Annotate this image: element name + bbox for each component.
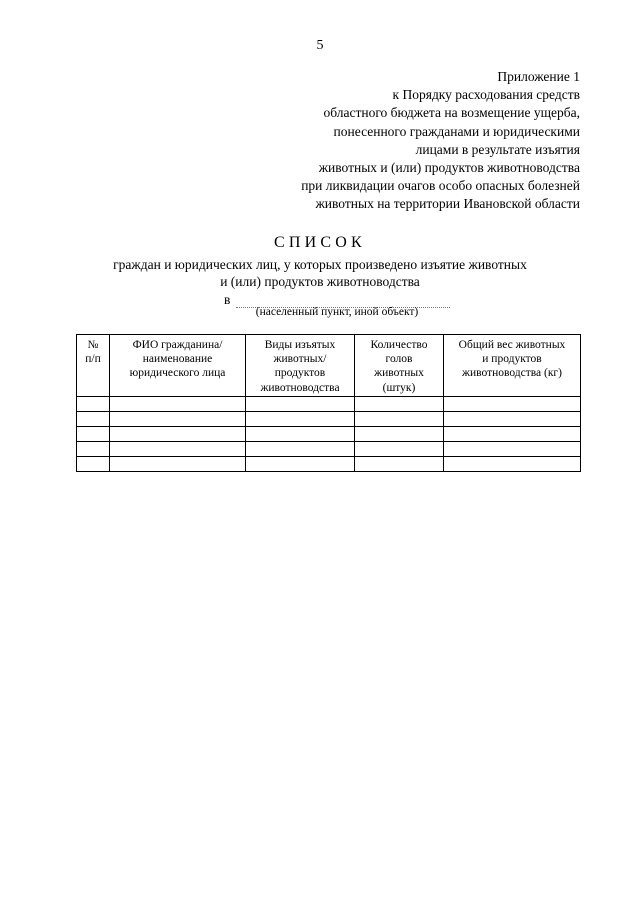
records-table [76, 334, 581, 472]
table-cell [444, 397, 581, 412]
table-cell [355, 397, 444, 412]
column-header-count: Количество голов животных (штук) [355, 335, 444, 397]
table-cell [110, 442, 246, 457]
table-row [77, 412, 581, 427]
appendix-line: лицами в результате изъятия [415, 141, 580, 157]
list-subtitle-line: и (или) продуктов животноводства [220, 274, 420, 289]
table-cell [355, 427, 444, 442]
column-header-number: № п/п [77, 335, 110, 397]
list-subtitle-line: граждан и юридических лиц, у которых произведено изъятие животных [113, 257, 527, 272]
appendix-line: к Порядку расходования средств [392, 87, 580, 103]
table-cell [77, 412, 110, 427]
appendix-block [220, 68, 580, 214]
table-cell [355, 442, 444, 457]
table-cell [110, 397, 246, 412]
appendix-line: животных и (или) продуктов животноводства [318, 160, 580, 176]
table-row [77, 427, 581, 442]
column-header-weight: Общий вес животных и продуктов животноводства (кг) [444, 335, 581, 397]
appendix-line: животных на территории Ивановской области [315, 196, 580, 212]
table-row [77, 397, 581, 412]
table-cell [355, 457, 444, 472]
table-cell [77, 427, 110, 442]
column-header-types: Виды изъятых животных/ продуктов животноводства [246, 335, 355, 397]
table-header-row [77, 335, 581, 397]
column-header-name: ФИО гражданина/ наименование юридического лица [110, 335, 246, 397]
table-cell [246, 412, 355, 427]
table-row [77, 457, 581, 472]
table-cell [444, 412, 581, 427]
table-cell [77, 397, 110, 412]
table-cell [110, 457, 246, 472]
table-cell [110, 427, 246, 442]
table-cell [246, 427, 355, 442]
table-cell [246, 442, 355, 457]
table-cell [246, 457, 355, 472]
appendix-line: при ликвидации очагов особо опасных болезней [301, 178, 580, 194]
appendix-line: понесенного гражданами и юридическими [333, 123, 580, 139]
table-cell [355, 412, 444, 427]
place-hint: (населенный пункт, иной объект) [255, 306, 419, 318]
list-subtitle [0, 256, 640, 290]
table-cell [77, 442, 110, 457]
appendix-line: Приложение 1 [497, 69, 580, 84]
table-cell [444, 442, 581, 457]
table-row [77, 442, 581, 457]
table-cell [444, 457, 581, 472]
list-title: СПИСОК [274, 234, 366, 251]
table-cell [246, 397, 355, 412]
table-cell [77, 457, 110, 472]
table-cell [110, 412, 246, 427]
page-number: 5 [316, 38, 324, 53]
appendix-line: областного бюджета на возмещение ущерба, [323, 105, 580, 121]
place-prefix: в [224, 292, 231, 307]
table-cell [444, 427, 581, 442]
